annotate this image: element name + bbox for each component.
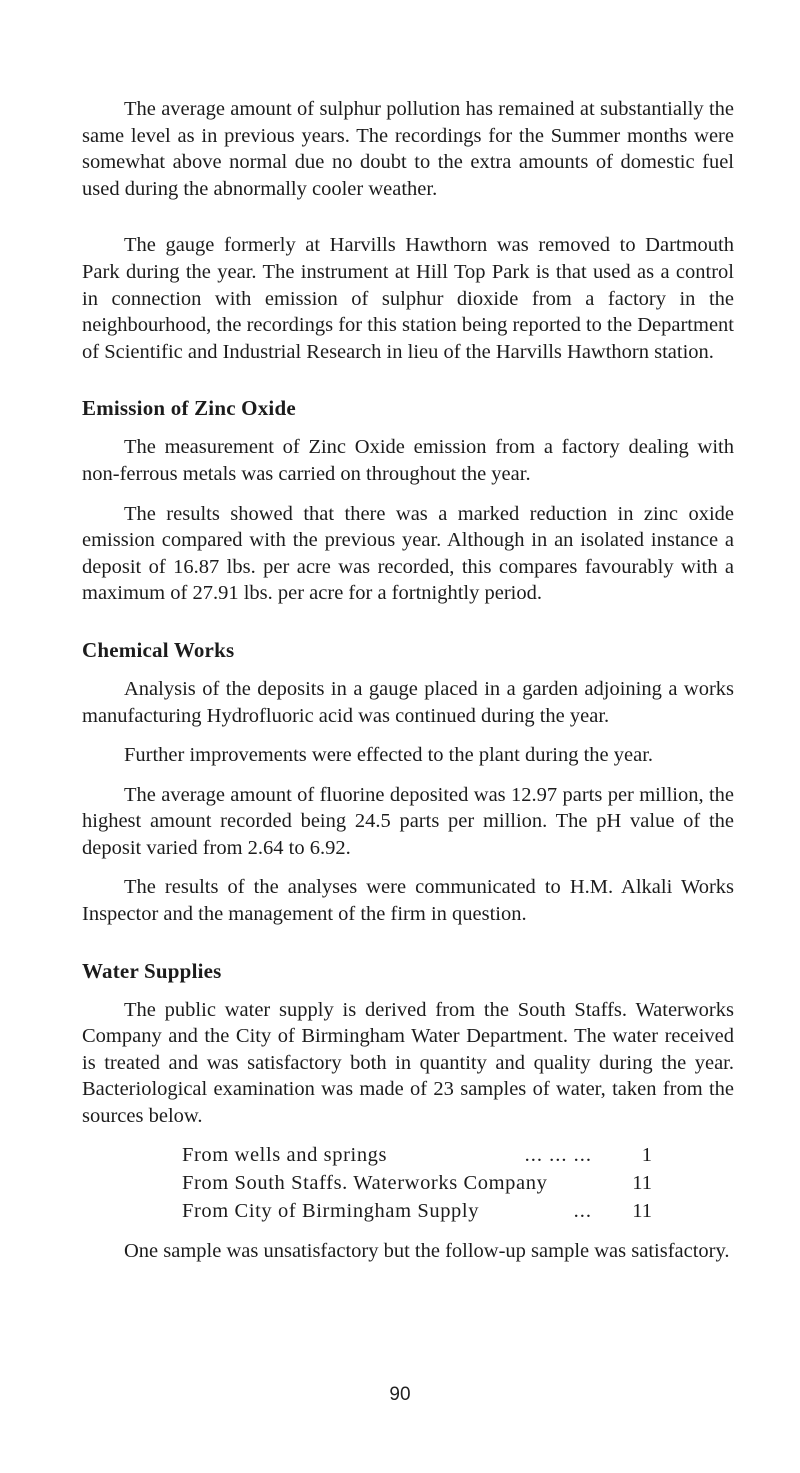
- page-number: 90: [389, 1384, 411, 1405]
- water-sources-list: [182, 1141, 652, 1225]
- source-label: From South Staffs. Waterworks Company: [182, 1171, 548, 1194]
- paragraph-chemical-improvements: Further improvements were effected to the plant during the year.: [124, 744, 654, 767]
- paragraph-zinc-results: The results showed that there was a marked reduction in zinc oxide emission compared with the previous year. Although in an isolated instance a deposit of 16.87 lbs. per acre was recorded, this compares favourably with a maximum of 27.91 lbs. per acre for a fortnightly period.: [82, 502, 734, 605]
- paragraph-chemical-analysis: Analysis of the deposits in a gauge placed in a garden adjoining a works manufacturing Hydrofluoric acid was continued during the year.: [82, 677, 734, 727]
- heading-chemical-works: Chemical Works: [82, 637, 235, 662]
- source-count: 1: [641, 1143, 652, 1166]
- paragraph-chemical-fluorine: The average amount of fluorine deposited was 12.97 parts per million, the highest amount recorded being 24.5 parts per million. The pH value of the deposit varied from 2.64 to 6.92.: [82, 783, 734, 859]
- paragraph-chemical-communication: The results of the analyses were communicated to H.M. Alkali Works Inspector and the management of the firm in question.: [82, 876, 734, 926]
- paragraph-zinc-measurement: The measurement of Zinc Oxide emission from a factory dealing with non-ferrous metals was carried on throughout the year.: [82, 436, 734, 485]
- leader-dots: ...: [573, 1199, 592, 1222]
- heading-water-supplies: Water Supplies: [82, 958, 222, 983]
- paragraph-gauge-relocation: The gauge formerly at Harvills Hawthorn was removed to Dartmouth Park during the year. The instrument at Hill Top Park is that used as a control in connection with emission of sulphur dioxide from a factory in the neighbourhood, the recordings for this station being reported to the Department of Scientific and Industrial Research in lieu of the Harvills Hawthorn station.: [82, 234, 734, 363]
- list-item: [182, 1169, 652, 1197]
- heading-zinc-oxide: Emission of Zinc Oxide: [82, 396, 296, 421]
- source-label: From City of Birmingham Supply: [182, 1199, 480, 1222]
- leader-dots: ... ... ...: [524, 1143, 592, 1166]
- list-item: [182, 1197, 652, 1225]
- paragraph-water-followup: One sample was unsatisfactory but the follow-up sample was satisfactory.: [124, 1239, 730, 1262]
- source-count: 11: [632, 1171, 652, 1194]
- paragraph-sulphur-pollution: The average amount of sulphur pollution has remained at substantially the same level as in previous years. The recordings for the Summer months were somewhat above normal due no doubt to the extra amounts of domestic fuel used during the abnormally cooler weather.: [82, 98, 734, 200]
- paragraph-water-supply: The public water supply is derived from the South Staffs. Waterworks Company and the City of Birmingham Water Department. The water received is treated and was satisfactory both in quantity and quality during the year. Bacteriological examination was made of 23 samples of water, taken from the sources below.: [82, 998, 734, 1128]
- source-count: 11: [632, 1199, 652, 1222]
- source-label: From wells and springs: [182, 1143, 388, 1166]
- list-item: [182, 1141, 652, 1169]
- document-page: [82, 96, 734, 1264]
